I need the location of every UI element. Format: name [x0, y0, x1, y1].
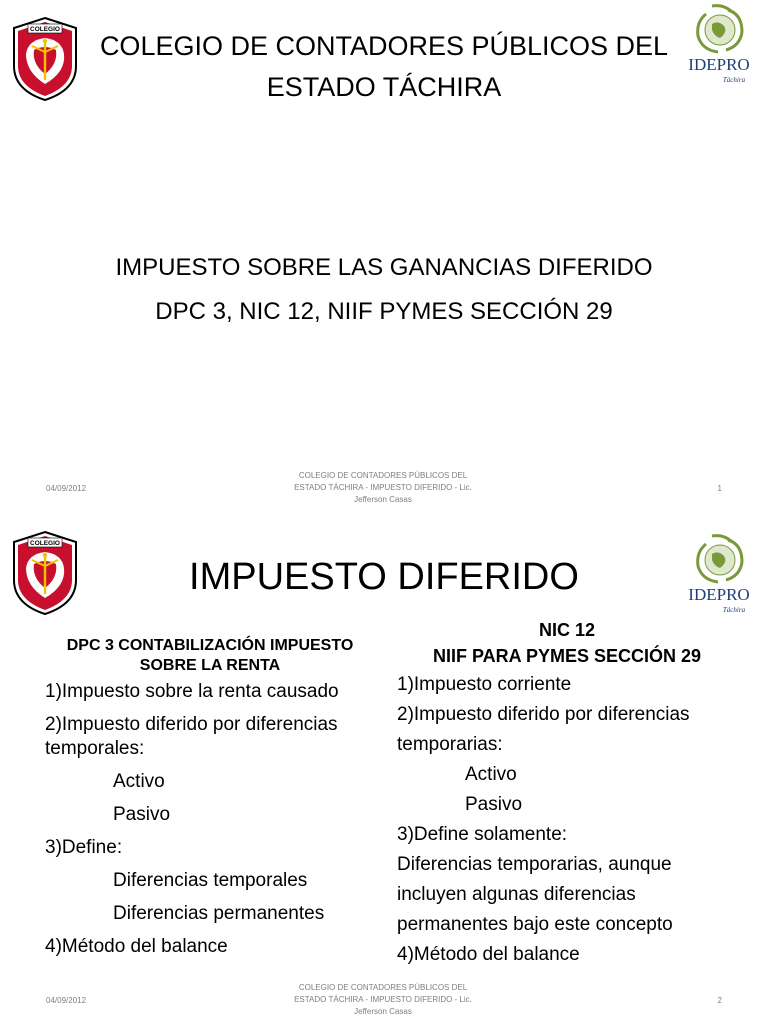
slide-1-footer [0, 468, 768, 512]
list-item: 1)Impuesto sobre la renta causado [45, 681, 339, 702]
right-heading-line-2: NIIF PARA PYMES SECCIÓN 29 [432, 646, 702, 666]
left-heading-line-1: DPC 3 CONTABILIZACIÓN IMPUESTO [66, 637, 354, 654]
title-line-2: ESTADO TÁCHIRA [266, 72, 502, 102]
footer-line-2: ESTADO TÁCHIRA - IMPUESTO DIFERIDO - Lic. [294, 995, 472, 1004]
footer-date: 04/09/2012 [46, 996, 87, 1005]
footer-line-1: COLEGIO DE CONTADORES PÚBLICOS DEL [298, 983, 468, 992]
footer-line-2: ESTADO TÁCHIRA - IMPUESTO DIFERIDO - Lic. [294, 483, 472, 492]
list-item: 3)Define solamente: [397, 824, 568, 845]
left-heading-line-2: SOBRE LA RENTA [139, 657, 281, 674]
list-item: 2)Impuesto diferido por diferencias [45, 714, 338, 735]
list-item: temporarias: [397, 734, 503, 755]
list-item: 4)Método del balance [397, 944, 580, 965]
idepro-logo [676, 2, 762, 88]
list-item: 2)Impuesto diferido por diferencias [397, 704, 690, 725]
right-column-nic12 [397, 617, 737, 973]
list-item: incluyen algunas diferencias [397, 884, 636, 905]
list-item: Pasivo [113, 804, 171, 825]
right-heading-line-1: NIC 12 [538, 620, 596, 640]
left-item-list [45, 680, 375, 959]
footer-center-text [264, 470, 502, 506]
colegio-crest-logo [10, 16, 80, 102]
list-item: permanentes bajo este concepto [397, 914, 673, 935]
left-column-dpc3 [45, 614, 375, 968]
right-column-heading [397, 617, 737, 669]
page-number: 1 [717, 484, 722, 493]
footer-line-1: COLEGIO DE CONTADORES PÚBLICOS DEL [298, 471, 468, 480]
list-item: 1)Impuesto corriente [397, 674, 572, 695]
footer-date: 04/09/2012 [46, 484, 87, 493]
footer-line-3: Jefferson Casas [354, 1007, 412, 1016]
list-item: temporales: [45, 738, 145, 759]
list-item: Activo [465, 764, 517, 785]
idepro-wordmark: IDEPRO [688, 55, 750, 74]
idepro-subtext: Táchira [722, 76, 746, 84]
footer-center-text [264, 982, 502, 1018]
right-item-list [397, 673, 737, 967]
idepro-logo [676, 532, 762, 618]
list-item: 4)Método del balance [45, 936, 228, 957]
slide-2-title: IMPUESTO DIFERIDO [189, 556, 579, 598]
list-item: Activo [113, 771, 165, 792]
list-item: 3)Define: [45, 837, 123, 858]
subtitle-line-1: IMPUESTO SOBRE LAS GANANCIAS DIFERIDO [115, 254, 653, 281]
crest-top-text: COLEGIO [30, 26, 60, 33]
slide-2 [0, 512, 768, 1024]
slide-2-footer [0, 980, 768, 1024]
idepro-wordmark: IDEPRO [688, 585, 750, 604]
title-line-1: COLEGIO DE CONTADORES PÚBLICOS DEL [99, 31, 669, 61]
idepro-subtext: Táchira [722, 606, 746, 614]
footer-line-3: Jefferson Casas [354, 495, 412, 504]
crest-top-text: COLEGIO [30, 540, 60, 547]
slide-1-subtitle [0, 246, 768, 334]
subtitle-line-2: DPC 3, NIC 12, NIIF PYMES SECCIÓN 29 [155, 298, 613, 325]
page-number: 2 [717, 996, 722, 1005]
list-item: Pasivo [465, 794, 523, 815]
list-item: Diferencias permanentes [113, 903, 325, 924]
list-item: Diferencias temporarias, aunque [397, 854, 672, 875]
list-item: Diferencias temporales [113, 870, 308, 891]
left-column-heading [45, 636, 375, 676]
slide-1-title [90, 26, 678, 108]
